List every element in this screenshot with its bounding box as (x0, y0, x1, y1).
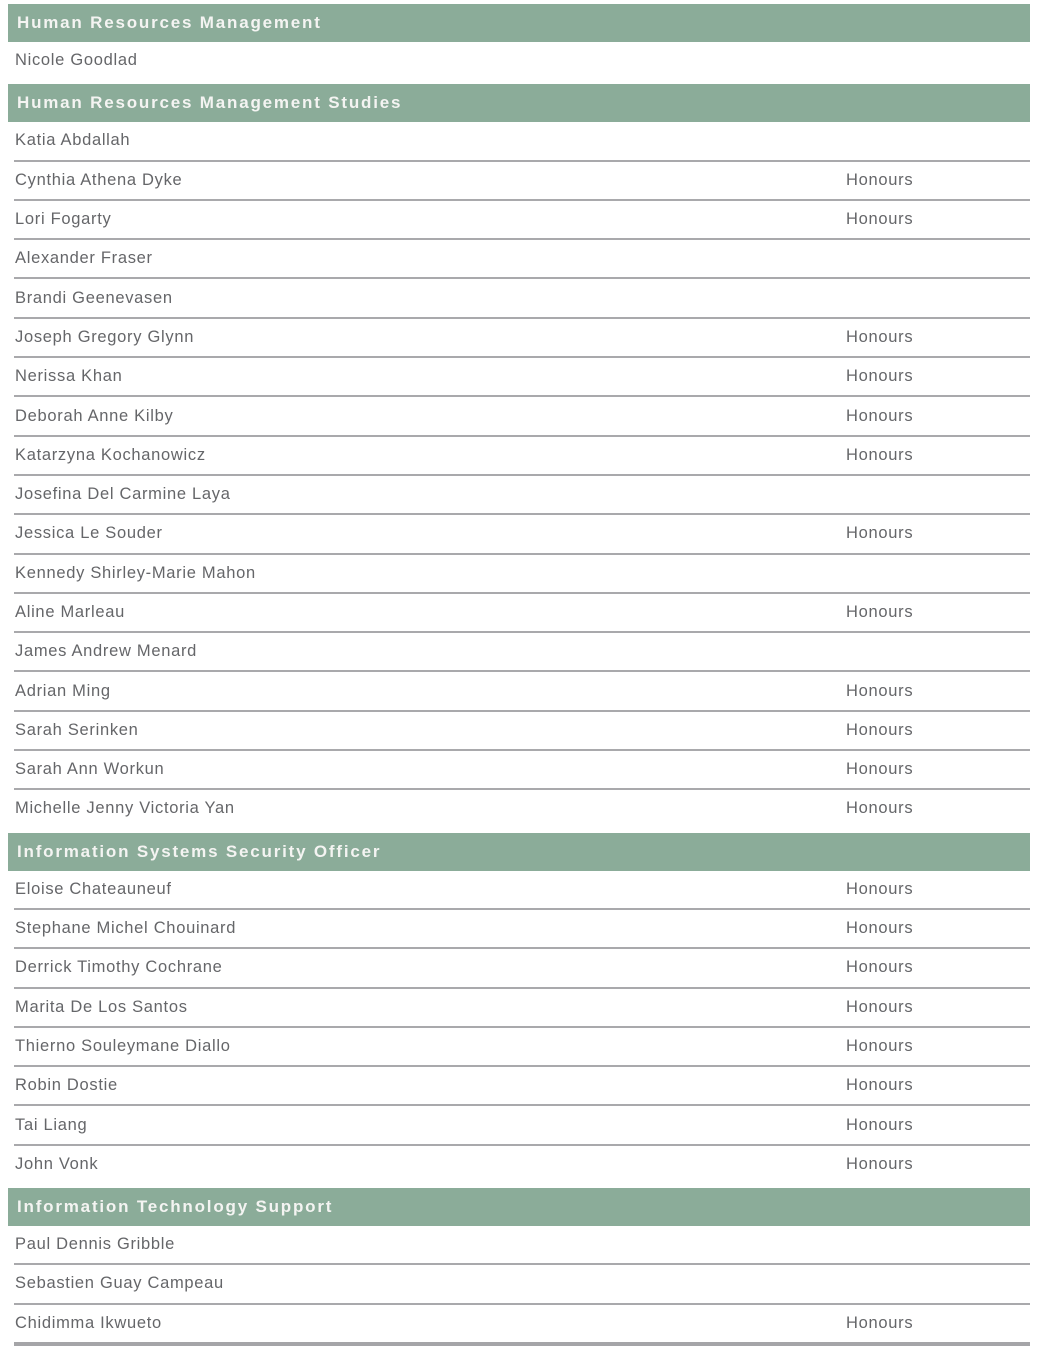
honours-label: Honours (846, 1115, 914, 1134)
graduate-name: Deborah Anne Kilby (15, 406, 174, 425)
graduate-name: Cynthia Athena Dyke (15, 170, 183, 189)
honours-label: Honours (846, 1076, 914, 1095)
graduate-row (8, 672, 1030, 709)
section-title: Information Technology Support (17, 1197, 334, 1217)
graduate-name: Robin Dostie (15, 1076, 118, 1095)
honours-label: Honours (846, 958, 914, 977)
section-header (8, 833, 1030, 871)
graduate-row (8, 515, 1030, 552)
graduate-name: Aline Marleau (15, 603, 125, 621)
graduate-row (8, 1106, 1030, 1143)
graduate-name: Paul Dennis Gribble (15, 1235, 176, 1254)
graduate-name: Alexander Fraser (15, 249, 153, 268)
graduate-name: Thierno Souleymane Diallo (15, 1036, 231, 1055)
graduate-row (8, 555, 1030, 592)
graduate-name: Josefina Del Carmine Laya (15, 485, 231, 504)
graduate-row (8, 949, 1030, 986)
graduate-row (8, 871, 1030, 908)
honours-label: Honours (846, 799, 914, 818)
graduate-row (8, 319, 1030, 356)
graduate-name: Nerissa Khan (15, 367, 123, 386)
section-title: Information Systems Security Officer (17, 841, 382, 861)
graduate-name: Sebastien Guay Campeau (15, 1274, 224, 1293)
graduate-row (8, 240, 1030, 277)
honours-label: Honours (846, 367, 914, 386)
honours-label: Honours (846, 406, 914, 425)
graduate-row (8, 790, 1030, 827)
graduate-name: Sarah Serinken (15, 720, 139, 739)
honours-label: Honours (846, 445, 914, 464)
graduate-row (8, 633, 1030, 670)
honours-label: Honours (846, 603, 914, 621)
graduate-name: Kennedy Shirley-Marie Mahon (15, 563, 256, 582)
graduate-row (8, 1305, 1030, 1342)
graduate-row (8, 1226, 1030, 1263)
graduate-name: Chidimma Ikwueto (15, 1313, 162, 1332)
graduate-row (8, 989, 1030, 1026)
graduate-row (8, 1067, 1030, 1104)
graduate-name: Katarzyna Kochanowicz (15, 445, 206, 464)
graduate-name: Eloise Chateauneuf (15, 879, 172, 898)
honours-label: Honours (846, 327, 914, 346)
honours-label: Honours (846, 997, 914, 1016)
graduate-row (8, 201, 1030, 238)
graduate-row (8, 1028, 1030, 1065)
section-header (8, 84, 1030, 122)
honours-label: Honours (846, 170, 914, 189)
graduate-row (8, 476, 1030, 513)
graduate-name: Jessica Le Souder (15, 524, 163, 543)
section-header (8, 1188, 1030, 1226)
graduate-name: Nicole Goodlad (15, 51, 138, 70)
graduate-row (8, 1265, 1030, 1302)
graduate-name: Adrian Ming (15, 681, 111, 700)
honours-label: Honours (846, 720, 914, 739)
graduate-name: Katia Abdallah (15, 131, 131, 150)
graduate-name: Michelle Jenny Victoria Yan (15, 799, 235, 818)
graduate-name: Sarah Ann Workun (15, 760, 165, 779)
honours-label: Honours (846, 210, 914, 229)
graduate-name: Stephane Michel Chouinard (15, 919, 237, 938)
graduate-name: Marita De Los Santos (15, 997, 188, 1016)
section-header (8, 4, 1030, 42)
graduate-name: Lori Fogarty (15, 210, 112, 229)
honours-label: Honours (846, 1036, 914, 1055)
graduate-row (8, 358, 1030, 395)
section-title: Human Resources Management (17, 13, 322, 32)
graduate-name: Joseph Gregory Glynn (15, 327, 195, 346)
graduate-name: Brandi Geenevasen (15, 288, 173, 307)
graduate-name: James Andrew Menard (15, 642, 198, 661)
honours-label: Honours (846, 1313, 914, 1332)
graduate-row (8, 594, 1030, 631)
section-title: Human Resources Management Studies (17, 93, 403, 113)
graduate-row (8, 1146, 1030, 1183)
graduate-row (8, 122, 1030, 159)
honours-label: Honours (846, 524, 914, 543)
honours-label: Honours (846, 879, 914, 898)
graduate-row (8, 279, 1030, 316)
graduate-row (8, 437, 1030, 474)
graduate-row (8, 162, 1030, 199)
honours-label: Honours (846, 919, 914, 938)
bottom-rule (14, 1342, 1030, 1346)
graduate-name: Derrick Timothy Cochrane (15, 958, 223, 977)
graduate-row (8, 712, 1030, 749)
honours-label: Honours (846, 760, 914, 779)
honours-label: Honours (846, 681, 914, 700)
graduate-row (8, 42, 1030, 79)
graduate-row (8, 910, 1030, 947)
graduate-name: John Vonk (15, 1154, 99, 1173)
graduate-row (8, 397, 1030, 434)
graduate-name: Tai Liang (15, 1115, 88, 1134)
graduate-row (8, 751, 1030, 788)
honours-label: Honours (846, 1154, 914, 1173)
